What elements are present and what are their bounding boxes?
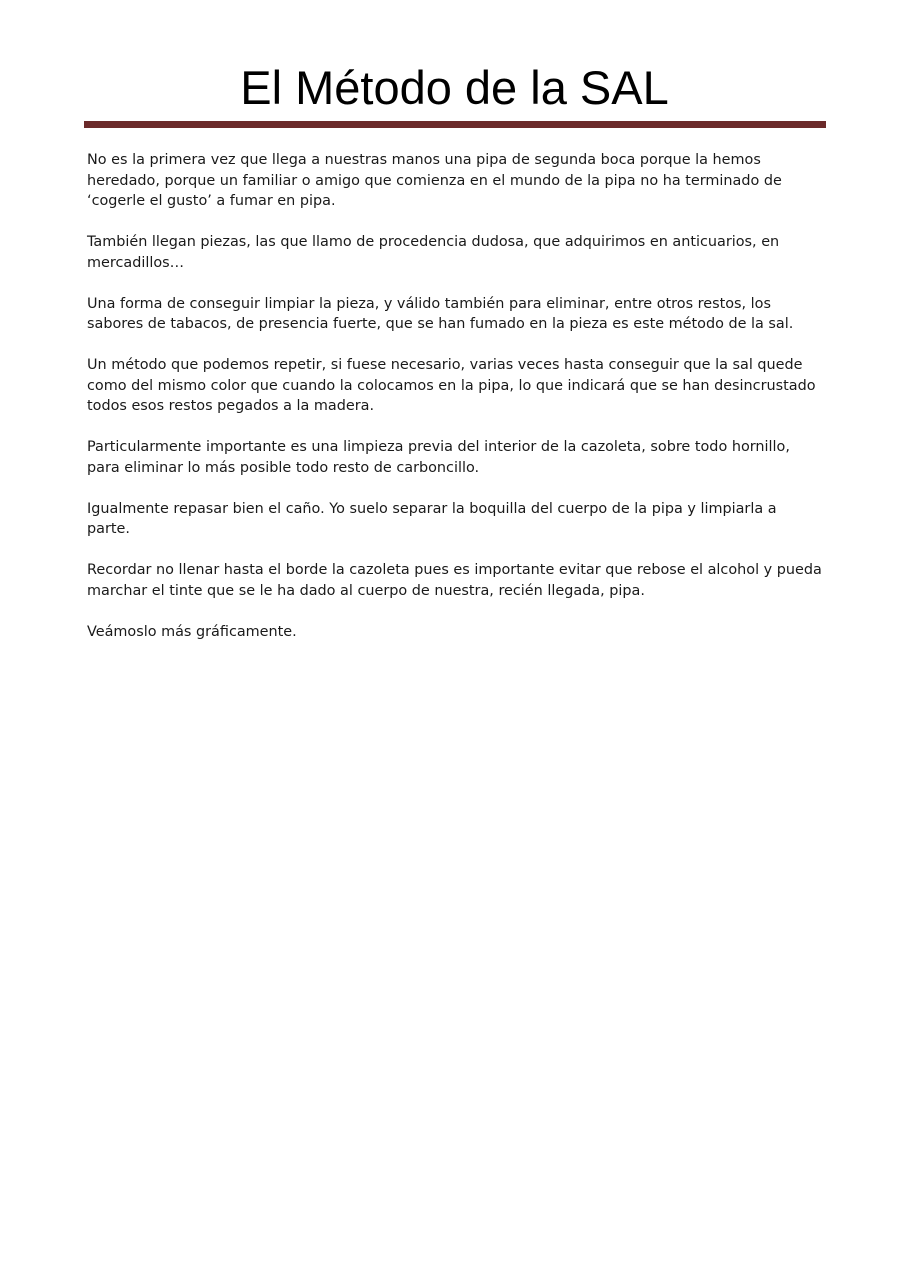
page-title: El Método de la SAL bbox=[240, 61, 669, 114]
paragraph-7: Recordar no llenar hasta el borde la cazoleta pues es importante evitar que rebose el alcohol y pueda marchar el tinte que se le ha dado al cuerpo de nuestra, recién llegada, pipa. bbox=[87, 562, 822, 599]
paragraph-3: Una forma de conseguir limpiar la pieza, y válido también para eliminar, entre otros restos, los sabores de tabacos, de presencia fuerte, que se han fumado en la pieza es este método de la sal. bbox=[87, 295, 794, 332]
paragraph-5: Particularmente importante es una limpieza previa del interior de la cazoleta, sobre todo hornillo, para eliminar lo más posible todo resto de carboncillo. bbox=[87, 439, 790, 476]
document-body bbox=[87, 150, 822, 663]
title-divider bbox=[84, 121, 826, 128]
paragraph-6: Igualmente repasar bien el caño. Yo suelo separar la boquilla del cuerpo de la pipa y limpiarla a parte. bbox=[87, 500, 777, 537]
paragraph-8: Veámoslo más gráficamente. bbox=[87, 623, 297, 640]
paragraph-4: Un método que podemos repetir, si fuese necesario, varias veces hasta conseguir que la sal quede como del mismo color que cuando la colocamos en la pipa, lo que indicará que se han desincrustado todos esos restos pegados a la madera. bbox=[87, 357, 816, 414]
paragraph-1: No es la primera vez que llega a nuestras manos una pipa de segunda boca porque la hemos heredado, porque un familiar o amigo que comienza en el mundo de la pipa no ha terminado de ‘cogerle el gusto’ a fumar en pipa. bbox=[87, 152, 782, 209]
paragraph-2: También llegan piezas, las que llamo de procedencia dudosa, que adquirimos en anticuarios, en mercadillos… bbox=[87, 234, 780, 271]
